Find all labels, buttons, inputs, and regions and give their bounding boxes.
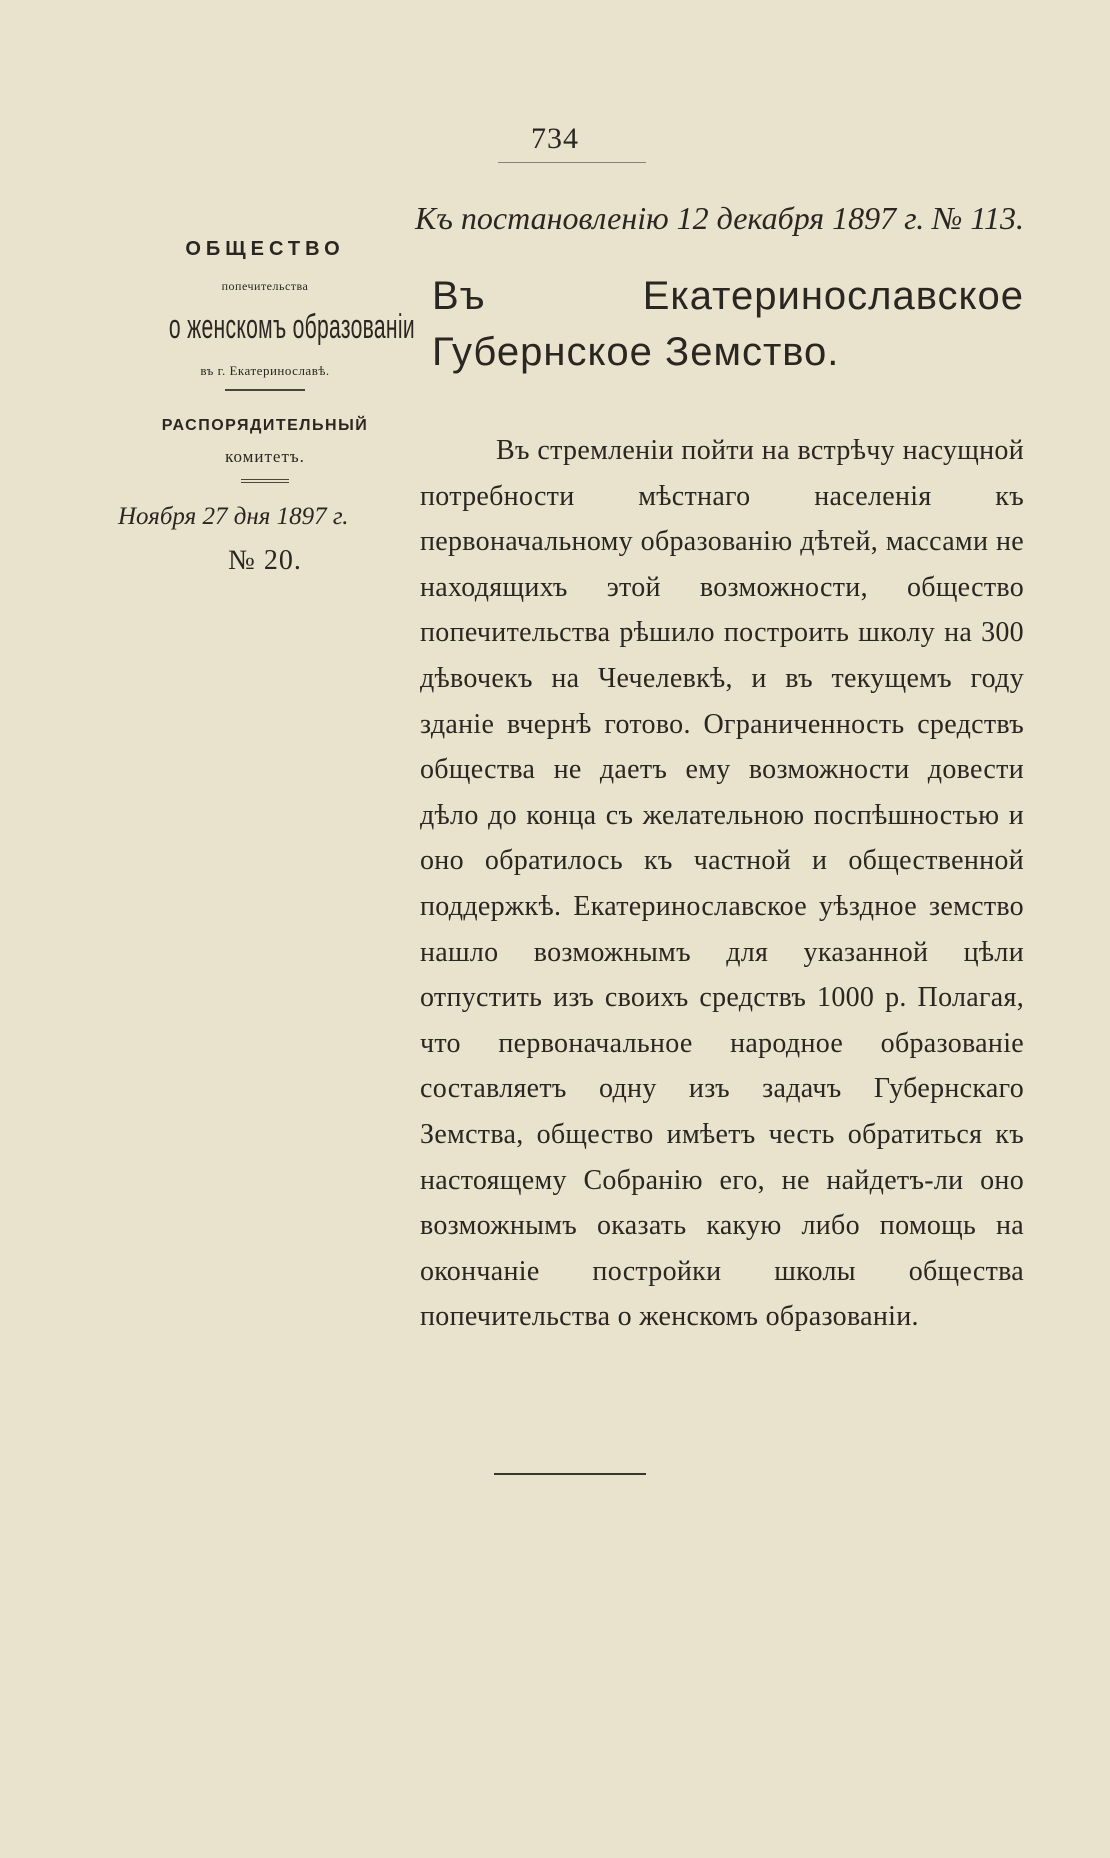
org-subtitle-1: попечительства [221, 279, 309, 293]
page-number: 734 [531, 122, 579, 155]
letter-date: Ноября 27 дня 1897 г. [118, 503, 349, 530]
letter-number: № 20. [228, 545, 302, 576]
resolution-reference: Къ постановленію 12 декабря 1897 г. № 113. [415, 200, 1024, 236]
letter-body: Въ стремленіи пойти на встрѣчу насущной потребности мѣстнаго населенія къ первоначальному образованію дѣтей, массами не находящихъ этой возможности, общество попечительства рѣшило построить школу на 300 дѣвочекъ на Чечелевкѣ, и въ текущемъ году зданіе вчернѣ готово. Ограниченность средствъ общества не даетъ ему возможности довести дѣло до конца съ желательною поспѣшностью и оно обратилось къ частной и общественной поддержкѣ. Екатеринославское уѣздное земство нашло возможнымъ для указанной цѣли отпустить изъ своихъ средствъ 1000 р. Полагая, что первоначальное народное образованіе составляетъ одну изъ задачъ Губернскаго Земства, общество имѣетъ честь обратиться къ настоящему Собранію его, не найдетъ-ли оно возможнымъ оказать какую либо помощь на окончаніе постройки школы общества попечительства о женскомъ образованіи. [420, 435, 1024, 1333]
divider [241, 482, 289, 483]
sender-block [110, 238, 420, 577]
divider [241, 479, 289, 480]
committee-title: РАСПОРЯДИТЕЛЬНЫЙ [161, 417, 369, 434]
org-subtitle-2: о женскомъ образованіи [168, 308, 415, 346]
org-location: въ г. Екатеринославѣ. [200, 363, 330, 378]
divider [225, 389, 305, 391]
org-title: ОБЩЕСТВО [185, 238, 345, 260]
page-number-rule [498, 162, 646, 163]
closing-rule [494, 1473, 646, 1475]
addressee: Въ Екатеринославское Губернское Земство. [432, 274, 1024, 374]
committee-subtitle: комитетъ. [225, 447, 305, 466]
